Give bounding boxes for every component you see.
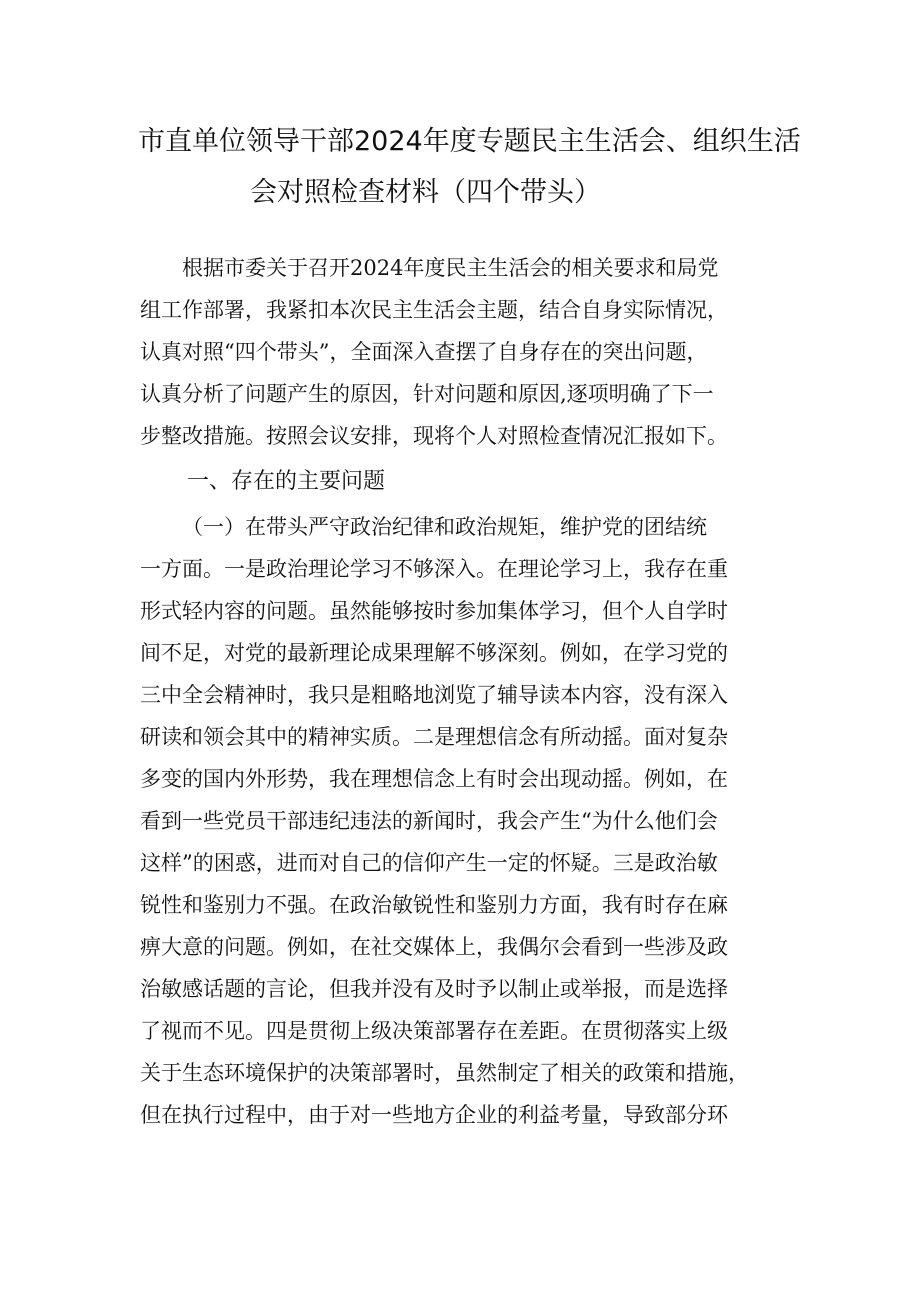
section-paragraph-line-10: 锐性和鉴别力不强。在政治敏锐性和鉴别力方面，我有时存在麻	[140, 893, 728, 917]
intro-paragraph-line-2: 组工作部署，我紧扣本次民主生活会主题，结合自身实际情况，	[140, 298, 728, 322]
section-paragraph-line-14: 关于生态环境保护的决策部署时，虽然制定了相关的政策和措施，	[140, 1061, 749, 1085]
intro-paragraph-line-4: 认真分析了问题产生的原因，针对问题和原因,逐项明确了下一	[140, 382, 714, 406]
section-paragraph-line-11: 痹大意的问题。例如，在社交媒体上，我偶尔会看到一些涉及政	[140, 935, 728, 959]
section-paragraph-line-7: 多变的国内外形势，我在理想信念上有时会出现动摇。例如，在	[140, 767, 728, 791]
section-paragraph-line-5: 三中全会精神时，我只是粗略地浏览了辅导读本内容，没有深入	[140, 683, 728, 707]
section-paragraph-line-12: 治敏感话题的言论，但我并没有及时予以制止或举报，而是选择	[140, 977, 728, 1001]
section-paragraph-line-2: 一方面。一是政治理论学习不够深入。在理论学习上，我存在重	[140, 557, 728, 581]
intro-paragraph-line-5: 步整改措施。按照会议安排，现将个人对照检查情况汇报如下。	[140, 424, 728, 448]
section-paragraph-line-8: 看到一些党员干部违纪违法的新闻时，我会产生“为什么他们会	[140, 809, 718, 833]
section-paragraph-line-15: 但在执行过程中，由于对一些地方企业的利益考量，导致部分环	[140, 1103, 728, 1127]
section-heading: 一、存在的主要问题	[187, 469, 386, 494]
section-paragraph-line-9: 这样”的困惑，进而对自己的信仰产生一定的怀疑。三是政治敏	[140, 851, 718, 875]
section-paragraph-line-3: 形式轻内容的问题。虽然能够按时参加集体学习，但个人自学时	[140, 599, 728, 623]
intro-paragraph-line-1: 根据市委关于召开2024年度民主生活会的相关要求和局党	[182, 256, 719, 280]
section-paragraph-line-13: 了视而不见。四是贯彻上级决策部署存在差距。在贯彻落实上级	[140, 1019, 728, 1043]
intro-paragraph-line-3: 认真对照“四个带头”，全面深入查摆了自身存在的突出问题，	[140, 340, 708, 364]
document-title-line-1: 市直单位领导干部2024年度专题民主生活会、组织生活	[138, 126, 801, 157]
section-paragraph-line-6: 研读和领会其中的精神实质。二是理想信念有所动摇。面对复杂	[140, 725, 728, 749]
section-paragraph-line-1: （一）在带头严守政治纪律和政治规矩，维护党的团结统	[182, 515, 707, 539]
section-paragraph-line-4: 间不足，对党的最新理论成果理解不够深刻。例如，在学习党的	[140, 641, 728, 665]
document-title-line-2: 会对照检查材料（四个带头）	[250, 177, 601, 208]
